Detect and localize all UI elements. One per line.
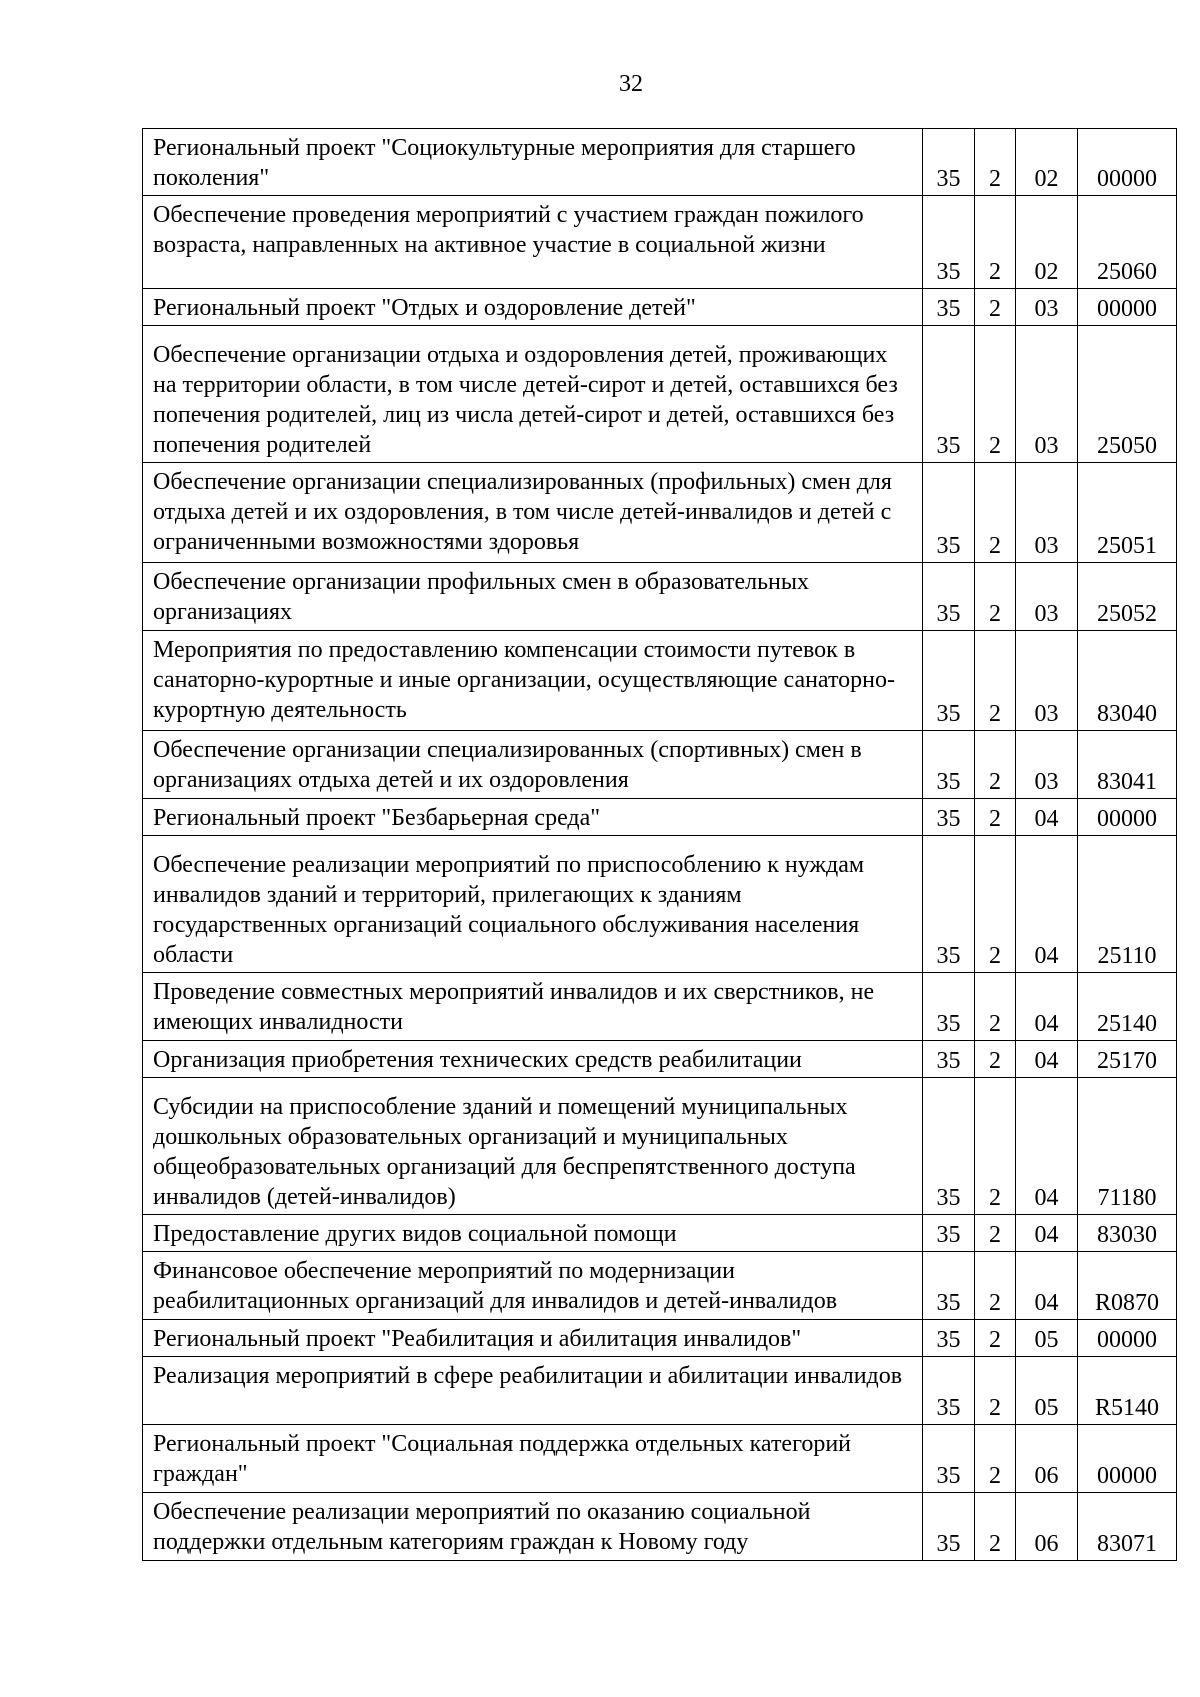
subprogram-code: 2 — [975, 289, 1016, 326]
table-row — [143, 129, 1177, 196]
row-name: Региональный проект "Безбарьерная среда" — [143, 799, 923, 836]
table-row — [143, 289, 1177, 326]
row-name: Обеспечение проведения мероприятий с участием граждан пожилого возраста, направленных на активное участие в социальной жизни — [143, 196, 923, 289]
project-code: 04 — [1016, 1041, 1078, 1078]
subprogram-code: 2 — [975, 731, 1016, 799]
table-row — [143, 1357, 1177, 1425]
program-code: 35 — [923, 1041, 975, 1078]
project-code: 06 — [1016, 1425, 1078, 1493]
row-name: Проведение совместных мероприятий инвалидов и их сверстников, не имеющих инвалидности — [143, 973, 923, 1041]
table-row — [143, 1493, 1177, 1561]
table-row — [143, 731, 1177, 799]
direction-code: 25052 — [1078, 563, 1177, 631]
project-code: 03 — [1016, 463, 1078, 563]
subprogram-code: 2 — [975, 631, 1016, 731]
table-row — [143, 973, 1177, 1041]
program-code: 35 — [923, 973, 975, 1041]
subprogram-code: 2 — [975, 1357, 1016, 1425]
row-name: Обеспечение организации специализированных (спортивных) смен в организациях отдыха детей и их оздоровления — [143, 731, 923, 799]
table-row — [143, 196, 1177, 289]
program-code: 35 — [923, 1252, 975, 1320]
direction-code: 83071 — [1078, 1493, 1177, 1561]
program-code: 35 — [923, 326, 975, 463]
direction-code: 00000 — [1078, 1320, 1177, 1357]
project-code: 03 — [1016, 326, 1078, 463]
table-row — [143, 463, 1177, 563]
program-code: 35 — [923, 1357, 975, 1425]
subprogram-code: 2 — [975, 1320, 1016, 1357]
subprogram-code: 2 — [975, 1425, 1016, 1493]
project-code: 06 — [1016, 1493, 1078, 1561]
program-code: 35 — [923, 1078, 975, 1215]
subprogram-code: 2 — [975, 129, 1016, 196]
row-name: Обеспечение реализации мероприятий по оказанию социальной поддержки отдельным категориям граждан к Новому году — [143, 1493, 923, 1561]
direction-code: 00000 — [1078, 799, 1177, 836]
subprogram-code: 2 — [975, 563, 1016, 631]
direction-code: 25050 — [1078, 326, 1177, 463]
direction-code: R5140 — [1078, 1357, 1177, 1425]
subprogram-code: 2 — [975, 1078, 1016, 1215]
program-code: 35 — [923, 1493, 975, 1561]
program-code: 35 — [923, 731, 975, 799]
program-code: 35 — [923, 1425, 975, 1493]
row-name: Региональный проект "Отдых и оздоровление детей" — [143, 289, 923, 326]
project-code: 04 — [1016, 1078, 1078, 1215]
direction-code: 25170 — [1078, 1041, 1177, 1078]
subprogram-code: 2 — [975, 196, 1016, 289]
row-name: Обеспечение организации специализированных (профильных) смен для отдыха детей и их оздоровления, в том числе детей-инвалидов и детей с ограниченными возможностями здоровья — [143, 463, 923, 563]
direction-code: 00000 — [1078, 129, 1177, 196]
project-code: 04 — [1016, 1252, 1078, 1320]
subprogram-code: 2 — [975, 1493, 1016, 1561]
project-code: 04 — [1016, 799, 1078, 836]
table-row — [143, 1252, 1177, 1320]
project-code: 03 — [1016, 563, 1078, 631]
program-code: 35 — [923, 631, 975, 731]
project-code: 05 — [1016, 1357, 1078, 1425]
program-code: 35 — [923, 289, 975, 326]
direction-code: 25060 — [1078, 196, 1177, 289]
subprogram-code: 2 — [975, 1252, 1016, 1320]
direction-code: 83041 — [1078, 731, 1177, 799]
subprogram-code: 2 — [975, 463, 1016, 563]
subprogram-code: 2 — [975, 326, 1016, 463]
project-code: 02 — [1016, 196, 1078, 289]
program-code: 35 — [923, 1215, 975, 1252]
direction-code: 25051 — [1078, 463, 1177, 563]
table-row — [143, 326, 1177, 463]
direction-code: 83030 — [1078, 1215, 1177, 1252]
table-row — [143, 1215, 1177, 1252]
table-row — [143, 1041, 1177, 1078]
program-code: 35 — [923, 799, 975, 836]
subprogram-code: 2 — [975, 836, 1016, 973]
row-name: Финансовое обеспечение мероприятий по модернизации реабилитационных организаций для инвалидов и детей-инвалидов — [143, 1252, 923, 1320]
subprogram-code: 2 — [975, 1041, 1016, 1078]
program-code: 35 — [923, 129, 975, 196]
table-row — [143, 1320, 1177, 1357]
row-name: Организация приобретения технических средств реабилитации — [143, 1041, 923, 1078]
direction-code: 25110 — [1078, 836, 1177, 973]
project-code: 02 — [1016, 129, 1078, 196]
row-name: Региональный проект "Реабилитация и абилитация инвалидов" — [143, 1320, 923, 1357]
row-name: Предоставление других видов социальной помощи — [143, 1215, 923, 1252]
project-code: 03 — [1016, 731, 1078, 799]
table-row — [143, 631, 1177, 731]
row-name: Региональный проект "Социальная поддержка отдельных категорий граждан" — [143, 1425, 923, 1493]
program-code: 35 — [923, 836, 975, 973]
row-name: Обеспечение реализации мероприятий по приспособлению к нуждам инвалидов зданий и территорий, прилегающих к зданиям государственных организаций социального обслуживания населения области — [143, 836, 923, 973]
page-number: 32 — [619, 71, 643, 97]
budget-classification-table — [142, 128, 1177, 1561]
table-row — [143, 836, 1177, 973]
direction-code: 71180 — [1078, 1078, 1177, 1215]
subprogram-code: 2 — [975, 799, 1016, 836]
project-code: 03 — [1016, 289, 1078, 326]
direction-code: 25140 — [1078, 973, 1177, 1041]
program-code: 35 — [923, 196, 975, 289]
direction-code: R0870 — [1078, 1252, 1177, 1320]
row-name: Мероприятия по предоставлению компенсации стоимости путевок в санаторно-курортные и иные организации, осуществляющие санаторно-курортную деятельность — [143, 631, 923, 731]
subprogram-code: 2 — [975, 1215, 1016, 1252]
row-name: Субсидии на приспособление зданий и помещений муниципальных дошкольных образовательных организаций и муниципальных общеобразовательных организаций для беспрепятственного доступа инвалидов (детей-инвалидов) — [143, 1078, 923, 1215]
row-name: Обеспечение организации отдыха и оздоровления детей, проживающих на территории области, в том числе детей-сирот и детей, оставшихся без попечения родителей, лиц из числа детей-сирот и детей, оставшихся без попечения родителей — [143, 326, 923, 463]
project-code: 04 — [1016, 836, 1078, 973]
table-row — [143, 563, 1177, 631]
project-code: 04 — [1016, 973, 1078, 1041]
subprogram-code: 2 — [975, 973, 1016, 1041]
project-code: 05 — [1016, 1320, 1078, 1357]
table-row — [143, 1425, 1177, 1493]
direction-code: 83040 — [1078, 631, 1177, 731]
table-row — [143, 799, 1177, 836]
project-code: 03 — [1016, 631, 1078, 731]
row-name: Региональный проект "Социокультурные мероприятия для старшего поколения" — [143, 129, 923, 196]
row-name: Реализация мероприятий в сфере реабилитации и абилитации инвалидов — [143, 1357, 923, 1425]
program-code: 35 — [923, 1320, 975, 1357]
program-code: 35 — [923, 563, 975, 631]
row-name: Обеспечение организации профильных смен в образовательных организациях — [143, 563, 923, 631]
direction-code: 00000 — [1078, 1425, 1177, 1493]
program-code: 35 — [923, 463, 975, 563]
direction-code: 00000 — [1078, 289, 1177, 326]
project-code: 04 — [1016, 1215, 1078, 1252]
table-row — [143, 1078, 1177, 1215]
